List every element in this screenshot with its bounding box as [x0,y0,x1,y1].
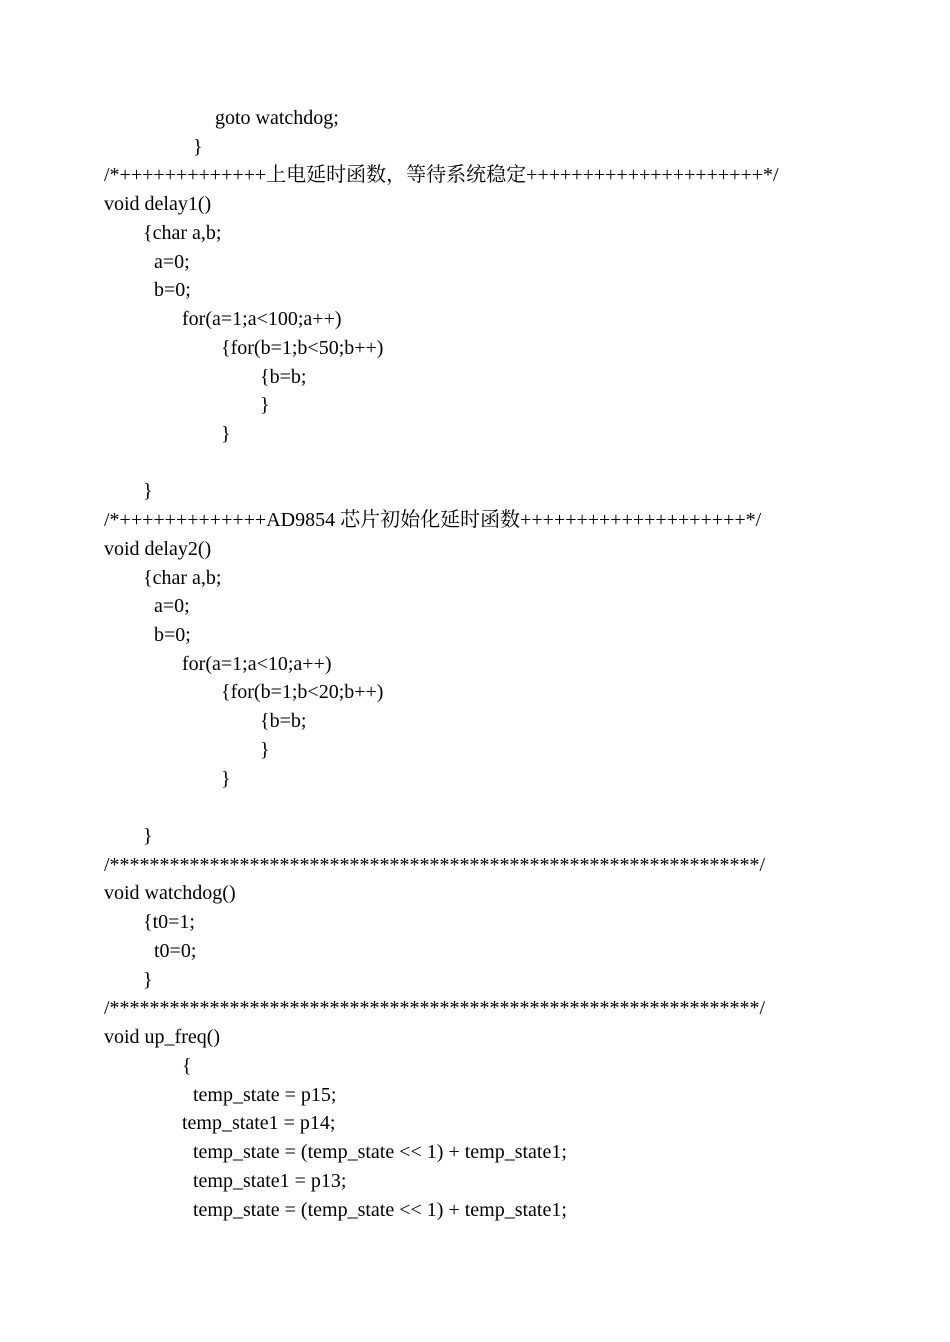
code-line: {char a,b; [143,567,222,589]
function-signature: void watchdog() [104,882,236,904]
code-line: {t0=1; [143,911,195,933]
code-line: } [193,136,203,158]
function-signature: void up_freq() [104,1026,221,1048]
code-line: {char a,b; [143,222,222,244]
code-line: b=0; [154,624,191,646]
comment-line: /*****************************************************************/ [104,854,766,876]
code-line: } [260,739,270,761]
function-signature: void delay2() [104,538,212,560]
function-signature: void delay1() [104,193,212,215]
code-line: } [143,969,153,991]
code-line: } [221,768,231,790]
code-line: } [143,480,153,502]
code-line: { [182,1055,192,1077]
code-line: temp_state1 = p14; [182,1112,336,1134]
code-line: } [260,394,270,416]
code-line: temp_state = (temp_state << 1) + temp_state1; [193,1199,567,1221]
comment-line: /*+++++++++++++上电延时函数，等待系统稳定+++++++++++++++++++++*/ [104,164,779,186]
code-line: for(a=1;a<100;a++) [182,308,342,330]
code-line: b=0; [154,279,191,301]
code-line: a=0; [154,595,190,617]
comment-line: /*+++++++++++++AD9854 芯片初始化延时函数++++++++++++++++++++*/ [104,509,762,531]
code-line: temp_state = (temp_state << 1) + temp_state1; [193,1141,567,1163]
code-line: goto watchdog; [215,107,339,129]
code-line: } [143,825,153,847]
code-line: {for(b=1;b<20;b++) [221,681,384,703]
code-line: a=0; [154,251,190,273]
code-line: temp_state = p15; [193,1084,337,1106]
comment-line: /*****************************************************************/ [104,997,766,1019]
code-line: } [221,423,231,445]
code-line: temp_state1 = p13; [193,1170,347,1192]
code-line: {b=b; [260,710,307,732]
code-line: {for(b=1;b<50;b++) [221,337,384,359]
code-line: t0=0; [154,940,197,962]
code-line: {b=b; [260,366,307,388]
code-line: for(a=1;a<10;a++) [182,653,332,675]
